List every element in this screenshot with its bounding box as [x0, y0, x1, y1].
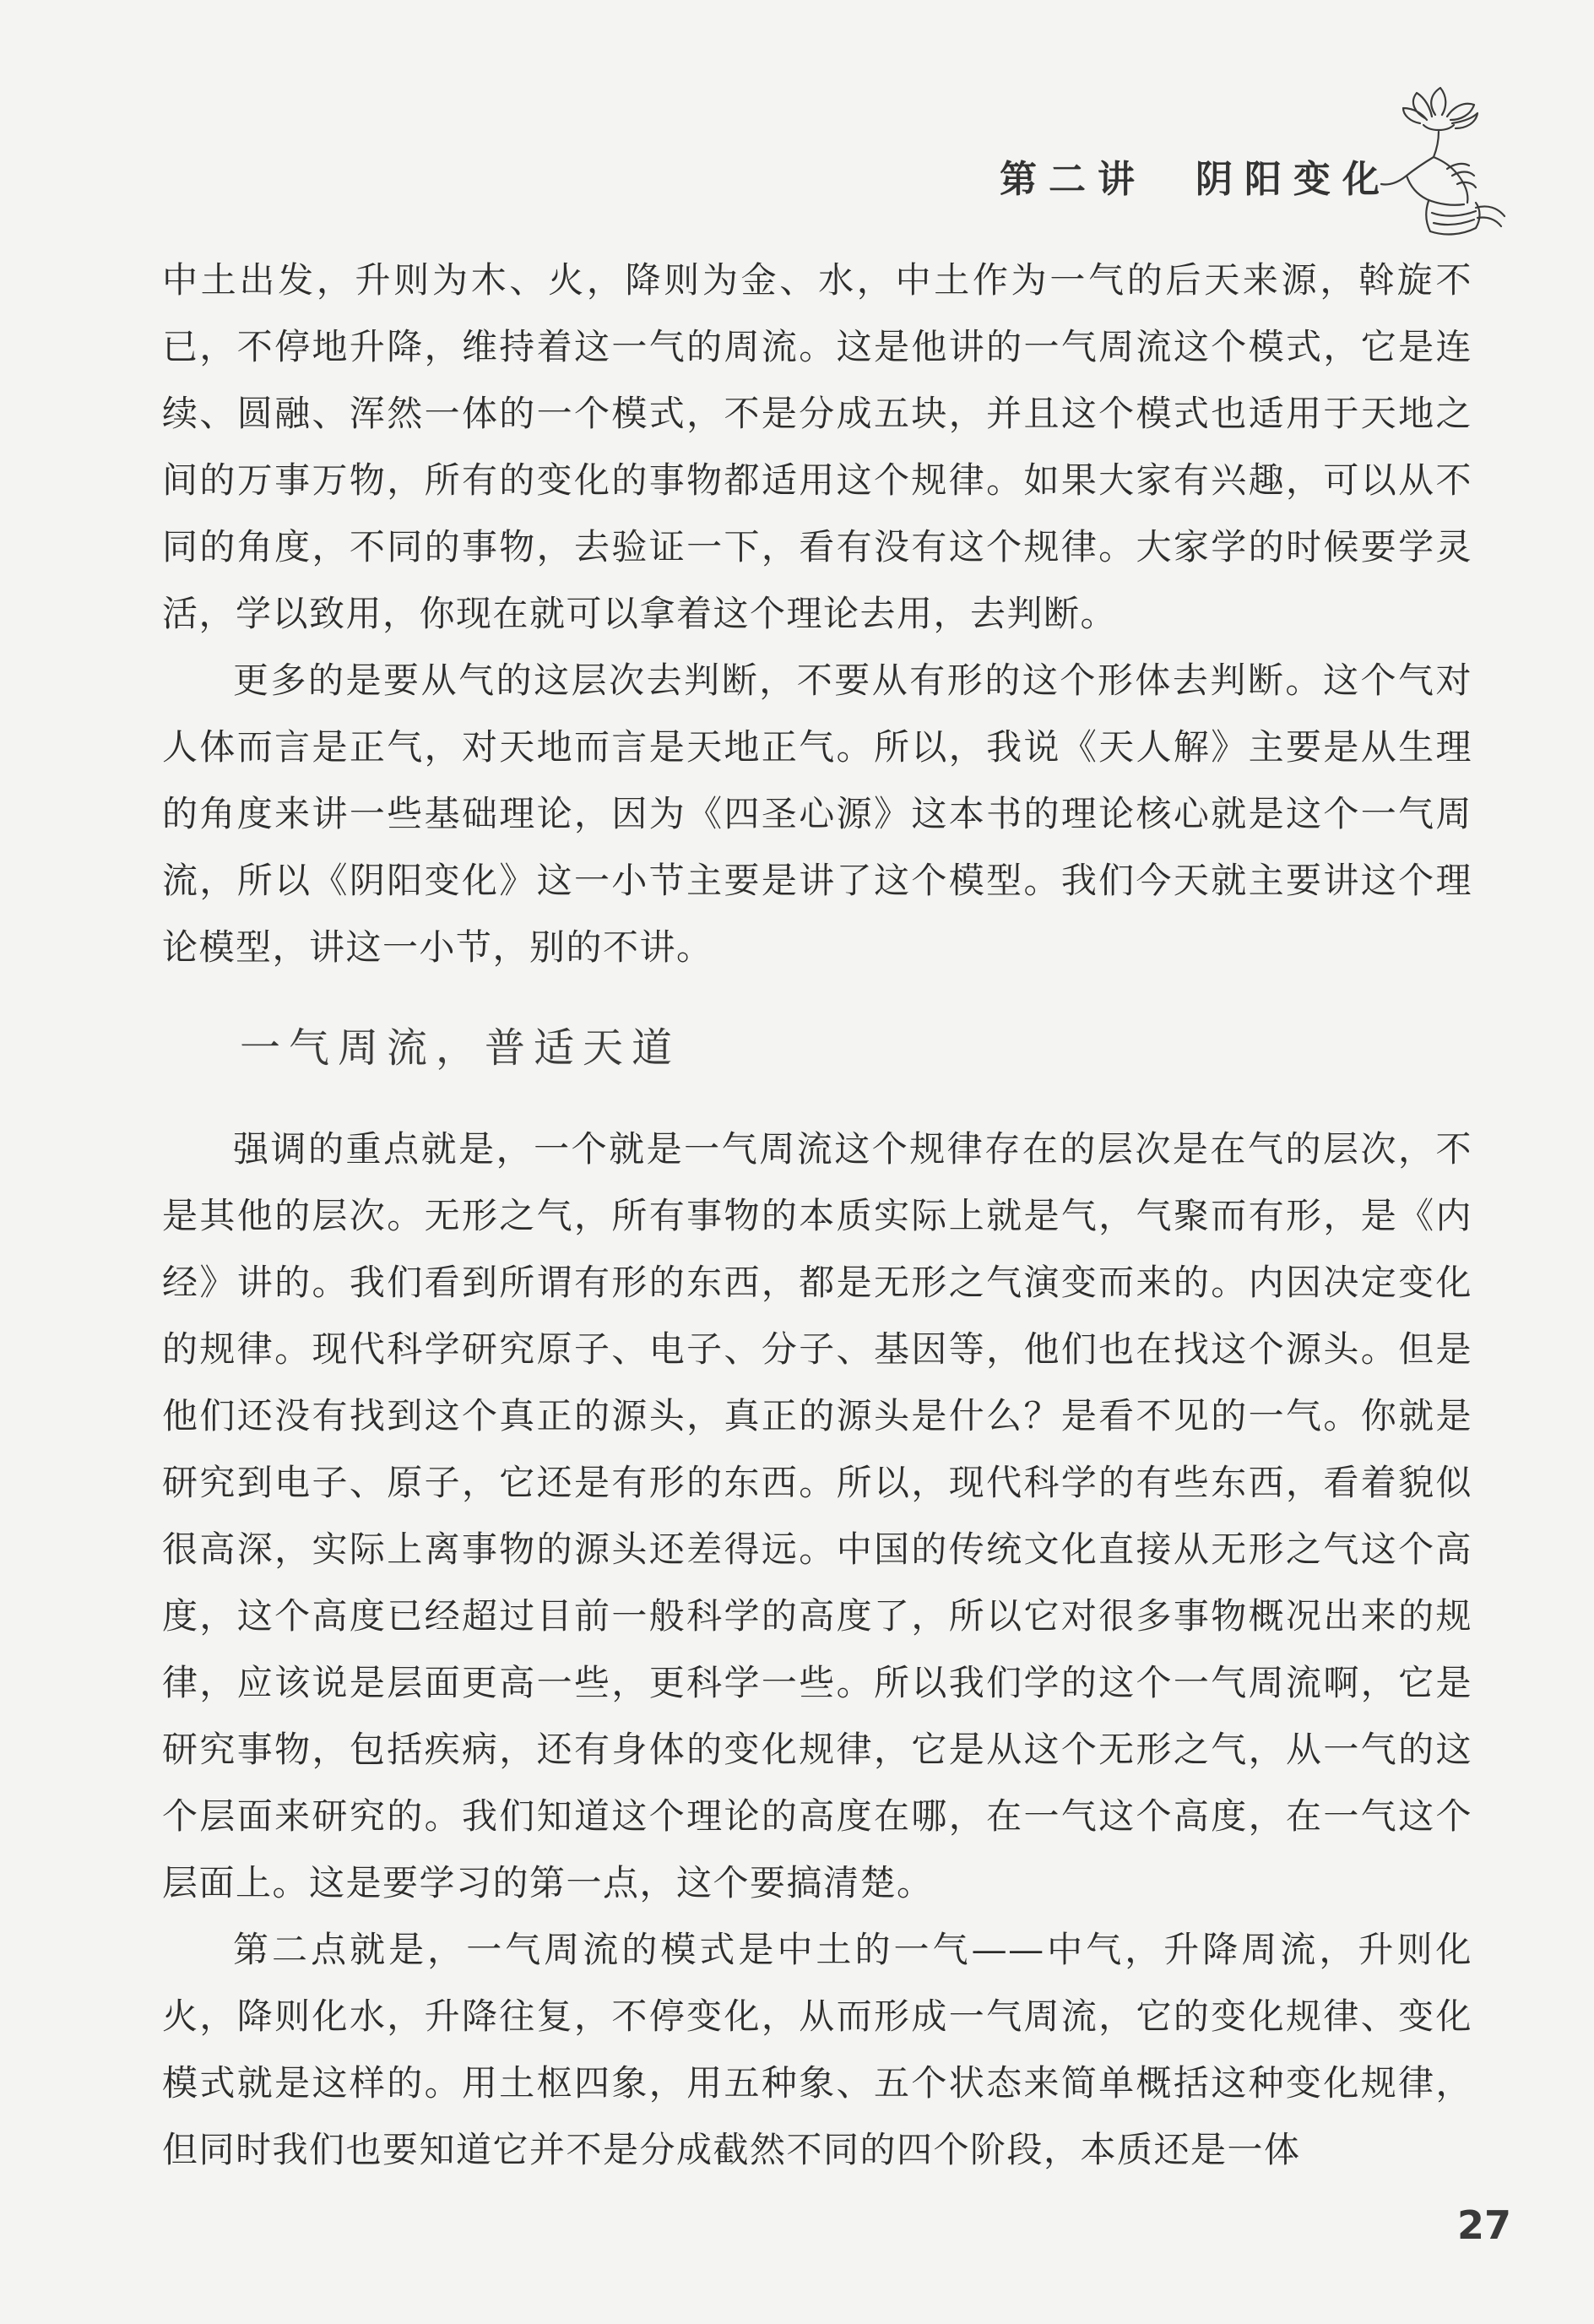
paragraph: 强调的重点就是，一个就是一气周流这个规律存在的层次是在气的层次，不是其他的层次。无形之气，所有事物的本质实际上就是气，气聚而有形，是《内经》讲的。我们看到所谓有形的东西，都是无形之气演变而来的。内因决定变化的规律。现代科学研究原子、电子、分子、基因等，他们也在找这个源头。但是他们还没有找到这个真正的源头，真正的源头是什么？是看不见的一气。你就是研究到电子、原子，它还是有形的东西。所以，现代科学的有些东西，看着貌似很高深，实际上离事物的源头还差得远。中国的传统文化直接从无形之气这个高度，这个高度已经超过目前一般科学的高度了，所以它对很多事物概况出来的规律，应该说是层面更高一些，更科学一些。所以我们学的这个一气周流啊，它是研究事物，包括疾病，还有身体的变化规律，它是从这个无形之气，从一气的这个层面来研究的。我们知道这个理论的高度在哪，在一气这个高度，在一气这个层面上。这是要学习的第一点，这个要搞清楚。 [162, 1128, 1472, 1903]
chapter-label: 第二讲 [1000, 158, 1147, 201]
paragraph-continued: 中土出发，升则为木、火，降则为金、水，中土作为一气的后天来源，斡旋不已，不停地升降，维持着这一气的周流。这是他讲的一气周流这个模式，它是连续、圆融、浑然一体的一个模式，不是分成五块，并且这个模式也适用于天地之间的万事万物，所有的变化的事物都适用这个规律。如果大家有兴趣，可以从不同的角度，不同的事物，去验证一下，看有没有这个规律。大家学的时候要学灵活，学以致用，你现在就可以拿着这个理论去用，去判断。 [162, 259, 1472, 634]
body-text [162, 247, 1472, 2183]
page-number: 27 [1456, 2202, 1511, 2248]
running-header [1000, 142, 1391, 209]
section-heading: 一气周流，普适天道 [240, 1024, 681, 1072]
paragraph: 第二点就是，一气周流的模式是中土的一气——中气，升降周流，升则化火，降则化水，升降往复，不停变化，从而形成一气周流，它的变化规律、变化模式就是这样的。用土枢四象，用五种象、五个状态来简单概括这种变化规律，但同时我们也要知道它并不是分成截然不同的四个阶段，本质还是一体 [162, 1929, 1472, 2170]
lotus-hand-ornament-icon [1369, 81, 1513, 242]
paragraph: 更多的是要从气的这层次去判断，不要从有形的这个形体去判断。这个气对人体而言是正气，对天地而言是天地正气。所以，我说《天人解》主要是从生理的角度来讲一些基础理论，因为《四圣心源》这本书的理论核心就是这个一气周流，所以《阴阳变化》这一小节主要是讲了这个模型。我们今天就主要讲这个理论模型，讲这一小节，别的不讲。 [162, 660, 1472, 968]
chapter-title: 阴阳变化 [1196, 158, 1391, 201]
